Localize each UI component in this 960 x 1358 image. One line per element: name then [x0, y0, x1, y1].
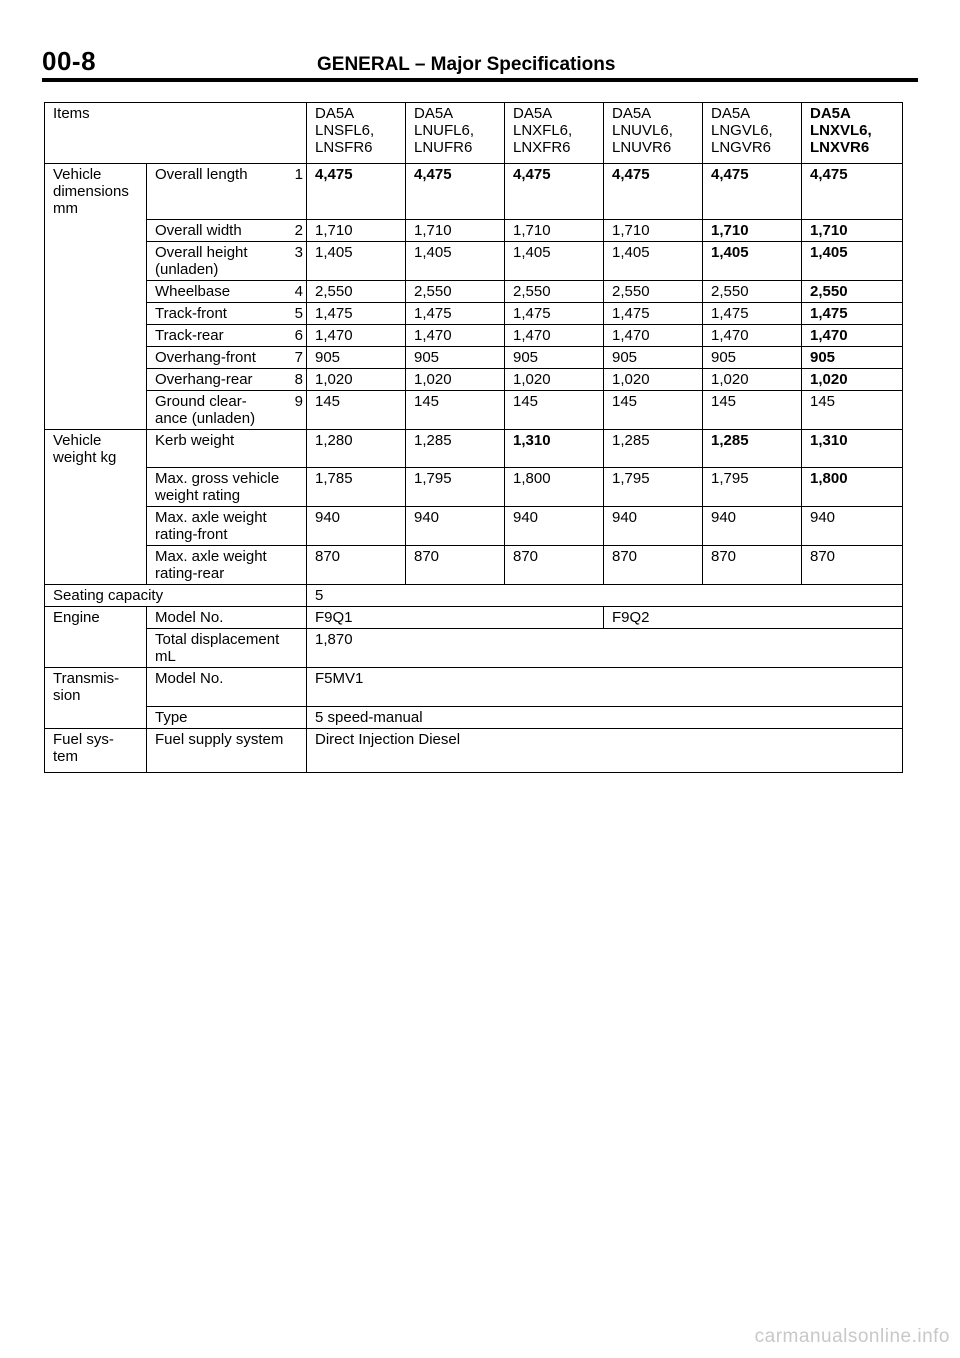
value-cell: 905 — [406, 346, 505, 368]
value-cell: 905 — [307, 346, 406, 368]
value-cell: 4,475 — [406, 164, 505, 220]
value-cell: 145 — [505, 390, 604, 429]
value-cell: 1,405 — [802, 241, 903, 280]
value-cell: 1,710 — [703, 219, 802, 241]
value-cell: 940 — [802, 507, 903, 546]
value-cell: 1,405 — [604, 241, 703, 280]
value-cell: 1,310 — [505, 429, 604, 468]
value-cell: 1,470 — [307, 324, 406, 346]
table-row — [45, 629, 903, 668]
value-cell: 1,020 — [505, 368, 604, 390]
watermark: carmanualsonline.info — [754, 1326, 950, 1347]
value-cell: 145 — [802, 390, 903, 429]
value-cell: 4,475 — [802, 164, 903, 220]
group-label-fuel: Fuel sys- tem — [45, 728, 147, 772]
item-number: 4 — [294, 282, 303, 300]
item-label: Total displacement mL — [147, 629, 307, 668]
model-header: DA5A LNUFL6, LNUFR6 — [406, 103, 505, 164]
value-cell: F9Q2 — [604, 607, 903, 629]
value-cell: 145 — [604, 390, 703, 429]
value-cell: 1,285 — [703, 429, 802, 468]
value-cell: 1,795 — [604, 468, 703, 507]
value-cell: 1,405 — [307, 241, 406, 280]
table-row — [45, 507, 903, 546]
item-label: Max. axle weight rating-front — [147, 507, 307, 546]
value-cell: 1,475 — [604, 302, 703, 324]
item-label: Track-rear 6 — [147, 324, 307, 346]
specifications-table — [44, 102, 903, 773]
value-cell: 1,800 — [505, 468, 604, 507]
value-cell: 2,550 — [802, 280, 903, 302]
value-cell: 1,795 — [703, 468, 802, 507]
value-cell: 870 — [406, 546, 505, 585]
item-label: Model No. — [147, 607, 307, 629]
table-row — [45, 390, 903, 429]
table-row — [45, 346, 903, 368]
page-header — [42, 46, 918, 78]
value-cell: 1,710 — [604, 219, 703, 241]
item-label: Max. axle weight rating-rear — [147, 546, 307, 585]
value-cell: 870 — [307, 546, 406, 585]
table-row — [45, 280, 903, 302]
header-rule — [42, 78, 918, 82]
value-cell: 1,470 — [802, 324, 903, 346]
value-cell: 905 — [505, 346, 604, 368]
value-cell: 1,405 — [406, 241, 505, 280]
seating-label: Seating capacity — [45, 585, 307, 607]
value-cell: 1,870 — [307, 629, 903, 668]
value-cell: 1,020 — [802, 368, 903, 390]
table-row — [45, 546, 903, 585]
value-cell: 905 — [604, 346, 703, 368]
model-header: DA5A LNXVL6, LNXVR6 — [802, 103, 903, 164]
value-cell: 2,550 — [505, 280, 604, 302]
value-cell: 4,475 — [604, 164, 703, 220]
item-label: Overhang-front 7 — [147, 346, 307, 368]
item-label: Type — [147, 706, 307, 728]
table-row — [45, 585, 903, 607]
item-label: Model No. — [147, 668, 307, 707]
table-row — [45, 368, 903, 390]
value-cell: 2,550 — [703, 280, 802, 302]
value-cell: 2,550 — [307, 280, 406, 302]
table-row — [45, 706, 903, 728]
table-row — [45, 668, 903, 707]
value-cell: 1,710 — [307, 219, 406, 241]
table-row — [45, 164, 903, 220]
item-number: 8 — [294, 370, 303, 388]
value-cell: 1,020 — [604, 368, 703, 390]
value-cell: 905 — [802, 346, 903, 368]
table-row — [45, 302, 903, 324]
page-number: 00-8 — [42, 46, 97, 76]
value-cell: 145 — [307, 390, 406, 429]
value-cell: F5MV1 — [307, 668, 903, 707]
value-cell: 1,475 — [505, 302, 604, 324]
value-cell: 145 — [703, 390, 802, 429]
value-cell: 145 — [406, 390, 505, 429]
value-cell: 940 — [505, 507, 604, 546]
item-number: 2 — [294, 221, 303, 239]
value-cell: F9Q1 — [307, 607, 604, 629]
value-cell: 2,550 — [604, 280, 703, 302]
value-cell: 1,285 — [406, 429, 505, 468]
value-cell: 1,795 — [406, 468, 505, 507]
item-label: Overhang-rear 8 — [147, 368, 307, 390]
value-cell: 940 — [604, 507, 703, 546]
table-row — [45, 728, 903, 772]
item-number: 3 — [294, 243, 303, 261]
table-row — [45, 324, 903, 346]
value-cell: 1,710 — [406, 219, 505, 241]
value-cell: 870 — [604, 546, 703, 585]
value-cell: 905 — [703, 346, 802, 368]
item-label: Overall width 2 — [147, 219, 307, 241]
value-cell: 1,310 — [802, 429, 903, 468]
value-cell: 1,470 — [505, 324, 604, 346]
group-label-weight: Vehicle weight kg — [45, 429, 147, 468]
value-cell: 1,285 — [604, 429, 703, 468]
model-header: DA5A LNXFL6, LNXFR6 — [505, 103, 604, 164]
value-cell: 1,475 — [703, 302, 802, 324]
group-label-engine: Engine — [45, 607, 147, 629]
value-cell: 1,470 — [703, 324, 802, 346]
value-cell: 1,020 — [703, 368, 802, 390]
model-header: DA5A LNGVL6, LNGVR6 — [703, 103, 802, 164]
value-cell: 4,475 — [505, 164, 604, 220]
value-cell: 1,405 — [703, 241, 802, 280]
value-cell: 5 — [307, 585, 903, 607]
value-cell: 4,475 — [307, 164, 406, 220]
value-cell: 1,475 — [802, 302, 903, 324]
item-label: Kerb weight — [147, 429, 307, 468]
value-cell: 1,475 — [307, 302, 406, 324]
item-label: Overall length 1 — [147, 164, 307, 220]
group-label-transmission: Transmis- sion — [45, 668, 147, 707]
items-header: Items — [45, 103, 307, 164]
value-cell: 1,405 — [505, 241, 604, 280]
item-label: Track-front 5 — [147, 302, 307, 324]
value-cell: 2,550 — [406, 280, 505, 302]
model-header: DA5A LNSFL6, LNSFR6 — [307, 103, 406, 164]
page-title: GENERAL – Major Specifications — [317, 54, 616, 75]
group-label-dimensions: Vehicle dimensions mm — [45, 164, 147, 220]
item-number: 1 — [294, 166, 303, 183]
value-cell: 940 — [307, 507, 406, 546]
header-row — [45, 103, 903, 164]
item-label: Max. gross vehicle weight rating — [147, 468, 307, 507]
table-row — [45, 219, 903, 241]
model-header: DA5A LNUVL6, LNUVR6 — [604, 103, 703, 164]
table-row — [45, 429, 903, 468]
value-cell: 1,710 — [505, 219, 604, 241]
value-cell: 1,785 — [307, 468, 406, 507]
value-cell: 940 — [703, 507, 802, 546]
item-label: Overall height (unladen) 3 — [147, 241, 307, 280]
item-label: Wheelbase 4 — [147, 280, 307, 302]
value-cell: 4,475 — [703, 164, 802, 220]
value-cell: 1,020 — [307, 368, 406, 390]
value-cell: 940 — [406, 507, 505, 546]
value-cell: 870 — [802, 546, 903, 585]
item-label: Fuel supply system — [147, 728, 307, 772]
table-row — [45, 468, 903, 507]
value-cell: 1,020 — [406, 368, 505, 390]
value-cell: 870 — [703, 546, 802, 585]
item-number: 5 — [294, 304, 303, 322]
value-cell: 870 — [505, 546, 604, 585]
value-cell: Direct Injection Diesel — [307, 728, 903, 772]
value-cell: 1,470 — [604, 324, 703, 346]
item-label: Ground clear- ance (unladen) 9 — [147, 390, 307, 429]
value-cell: 1,800 — [802, 468, 903, 507]
item-number: 9 — [294, 392, 303, 410]
value-cell: 1,710 — [802, 219, 903, 241]
item-number: 6 — [294, 326, 303, 344]
item-number: 7 — [294, 348, 303, 366]
table-row — [45, 241, 903, 280]
value-cell: 5 speed-manual — [307, 706, 903, 728]
value-cell: 1,470 — [406, 324, 505, 346]
value-cell: 1,280 — [307, 429, 406, 468]
value-cell: 1,475 — [406, 302, 505, 324]
table-row — [45, 607, 903, 629]
